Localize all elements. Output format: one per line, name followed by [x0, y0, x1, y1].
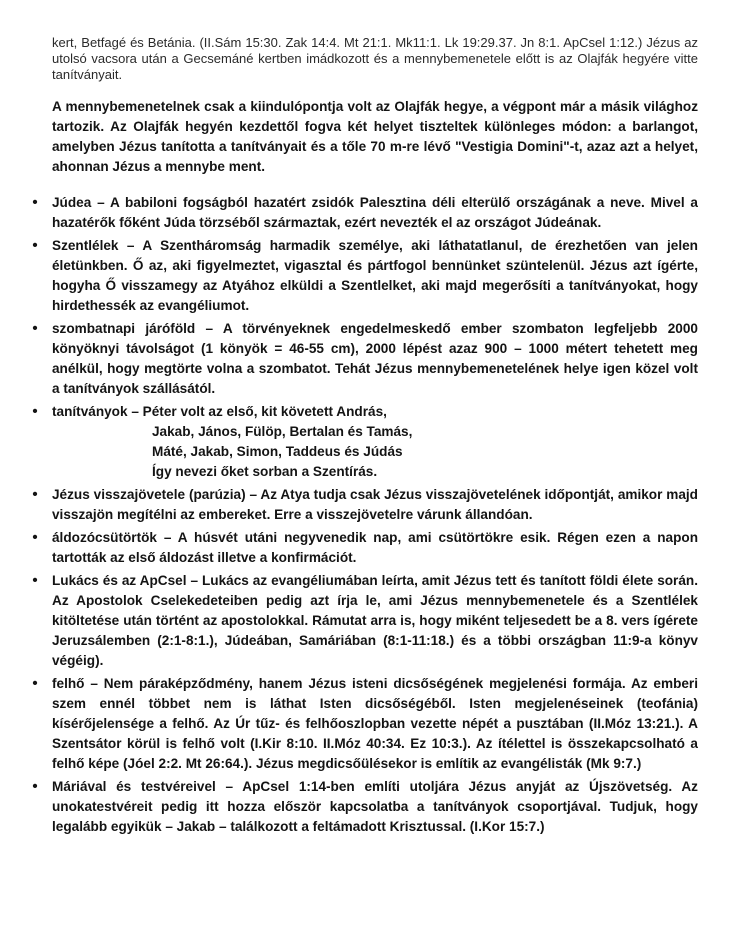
glossary-definition: – Az Atya tudja csak Jézus visszajövetelének időpontját, amikor majd visszajön megítélni az embereket. Erre a visszejövetelre várunk állandóan.: [52, 487, 698, 522]
bullet: •: [32, 320, 38, 337]
glossary-entry-aldozocsutortok: [30, 528, 698, 568]
bullet: •: [32, 675, 38, 692]
glossary-term: áldozócsütörtök: [52, 530, 157, 545]
disciples-verse-line: Így nevezi őket sorban a Szentírás.: [152, 464, 378, 479]
glossary-term: Szentlélek: [52, 238, 119, 253]
glossary-definition: – Lukács az evangéliumában leírta, amit Jézus tett és tanított földi élete során. Az Apostolok Cselekedeteiben pedig azt írja le, ami Jézus mennybemenetele és a Szentlélek kitöltetése után történt az apostolokkal. Rámutat arra is, hogy miként teljesedett be a 8. vers ígérete Jeruzsálemben (2:1-8:1.), Júdeában, Samáriában (8:1-11:18.) és a többi országban 11:9-a könyv végéig).: [52, 573, 698, 668]
glossary-definition: – Péter volt az első, kit követett András,: [127, 404, 387, 419]
glossary-definition: – A babiloni fogságból hazatért zsidók Palesztina déli elterülő országának a neve. Mivel a hazatérők főként Júda törzséből származtak, ezért nevezték el az országot Júdeának.: [52, 195, 698, 230]
glossary-definition: – ApCsel 1:14-ben említi utoljára Jézus anyját az Újszövetség. Az unokatestvéreit pedig itt hozza először kapcsolatba a tanítványok csoportjával. Tudjuk, hogy legalább egyikük – Jakab – találkozott a feltámadott Krisztussal. (I.Kor 15:7.): [52, 779, 698, 834]
disciples-verse-line: Máté, Jakab, Simon, Taddeus és Júdás: [152, 444, 403, 459]
bullet: •: [32, 237, 38, 254]
glossary-term: Jézus visszajövetele (parúzia): [52, 487, 246, 502]
glossary-entry-parusia: [30, 485, 698, 525]
glossary-entry-lukacs-apcsel: [30, 571, 698, 671]
glossary-list: [30, 193, 698, 840]
glossary-entry-mariaval: [30, 777, 698, 837]
glossary-term: Máriával és testvéreivel: [52, 779, 216, 794]
ascension-paragraph: A mennybemenetelnek csak a kiindulópontja volt az Olajfák hegye, a végpont már a másik világhoz tartozik. Az Olajfák hegyén kezdettől fogva két helyet tiszteltek különleges módon: a barlangot, amelyben Jézus tanította a tanítványait és a tőle 70 m-re lévő "Vestigia Domini"-t, azaz azt a helyet, ahonnan Jézus a mennybe ment.: [52, 99, 698, 174]
glossary-term: felhő: [52, 676, 85, 691]
bullet: •: [32, 403, 38, 420]
glossary-definition: – A Szentháromság harmadik személye, aki láthatatlanul, de érezhetően van jelen életünkben. Ő az, aki figyelmeztet, vigasztal és pártfogol bennünket szüntelenül. Jézus azt ígérte, hogyha Ő visszamegy az Atyához elküldi a Szentlelket, aki majd megerősíti a tanítványokat, hogy hirdethessék az evangéliumot.: [52, 238, 698, 313]
glossary-term: tanítványok: [52, 404, 128, 419]
bullet: •: [32, 572, 38, 589]
intro-paragraph: kert, Betfagé és Betánia. (II.Sám 15:30. Zak 14:4. Mt 21:1. Mk11:1. Lk 19:29.37. Jn 8:1. ApCsel 1:12.) Jézus az utolsó vacsora után a Gecsemáné kertben imádkozott és a mennybemenetele előtt is az Olajfák hegyére vitte tanítványait.: [52, 35, 698, 82]
glossary-definition: – Nem páraképződmény, hanem Jézus isteni dicsőségének megjelenési formája. Az emberi szem ennél többet nem is láthat Isten dicsőségéből. Isten megjelenéseinek (teofánia) kísérőjelensége a felhő. Az Úr tűz- és felhőoszlopban vezette népét a pusztában (II.Móz 13:21.). A Szentsátor körül is felhő volt (I.Kir 8:10. II.Móz 40:34. Ez 10:3.). Az ítélettel is összekapcsolható a felhő képe (Jóel 2:2. Mt 26:64.). Jézus megdicsőülésekor is említik az evangélisták (Mk 9:7.): [52, 676, 698, 771]
glossary-entry-szombatnapi-jarofold: [30, 319, 698, 399]
disciples-verse-line: Jakab, János, Fülöp, Bertalan és Tamás,: [152, 424, 413, 439]
bullet: •: [32, 486, 38, 503]
bullet: •: [32, 529, 38, 546]
bullet: •: [32, 778, 38, 795]
glossary-definition: – A törvényeknek engedelmeskedő ember szombaton legfeljebb 2000 könyöknyi távolságot (1 könyök = 46-55 cm), 2000 lépést azaz 900 – 1000 métert tehetett meg anélkül, hogy megtörte volna a szombatot. Tehát Jézus mennybemenetelének helye igen közel volt a tanítványok szállásától.: [52, 321, 698, 396]
glossary-entry-judea: [30, 193, 698, 233]
glossary-term: szombatnapi járóföld: [52, 321, 196, 336]
glossary-term: Júdea: [52, 195, 92, 210]
glossary-entry-tanitvanyok: [30, 402, 698, 482]
bullet: •: [32, 194, 38, 211]
glossary-entry-felho: [30, 674, 698, 774]
glossary-term: Lukács és az ApCsel: [52, 573, 187, 588]
glossary-definition: – A húsvét utáni negyvenedik nap, ami csütörtökre esik. Régen ezen a napon tartották az első áldozást illetve a konfirmációt.: [52, 530, 698, 565]
glossary-entry-szentlelek: [30, 236, 698, 316]
